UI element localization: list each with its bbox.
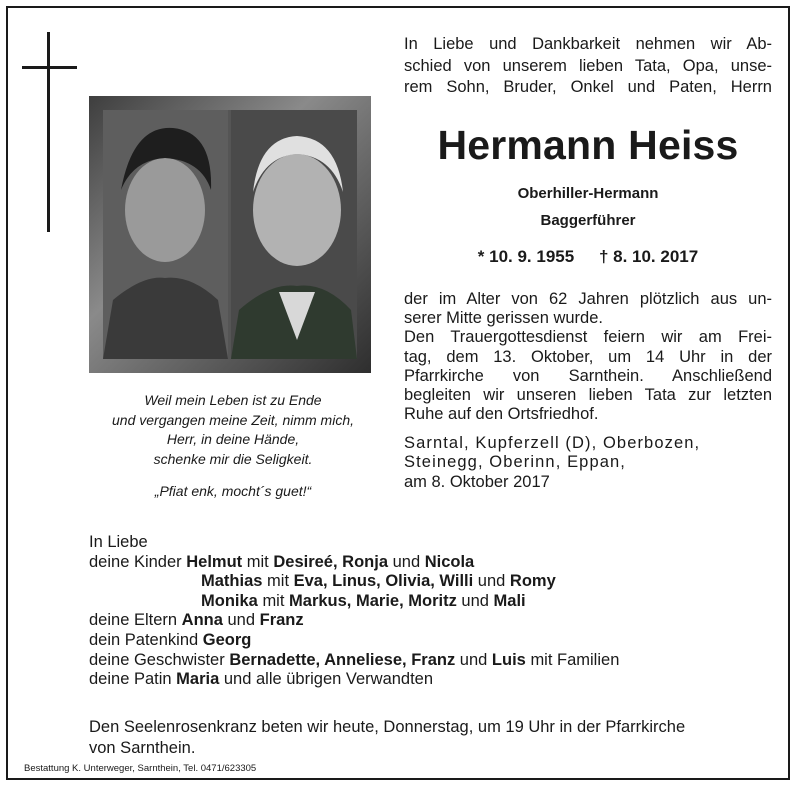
quote-line: Weil mein Leben ist zu Ende bbox=[144, 392, 322, 408]
deceased-occupation: Baggerführer bbox=[540, 212, 636, 229]
body-line: begleiten wir unseren lieben Tata zur letzten bbox=[404, 386, 772, 405]
grandchildren-names: Desireé, Ronja bbox=[273, 552, 388, 571]
notice-date: am 8. Oktober 2017 bbox=[404, 472, 550, 491]
cross-horizontal-bar bbox=[22, 66, 77, 69]
body-line: serer Mitte gerissen wurde. bbox=[404, 309, 603, 328]
family-parents-line bbox=[89, 611, 779, 631]
sibling-names: Bernadette, Anneliese, Franz bbox=[229, 650, 456, 669]
farewell-quote: „Pfiat enk, mocht´s guet!“ bbox=[154, 483, 312, 499]
godmother-prefix: deine Patin bbox=[89, 670, 172, 689]
body-line: der im Alter von 62 Jahren plötzlich aus un- bbox=[404, 290, 772, 308]
intro-line: schied von unserem lieben Tata, Opa, unse- bbox=[404, 56, 772, 75]
child-name: Monika bbox=[201, 591, 258, 610]
connector-mit: mit bbox=[246, 552, 269, 571]
intro-text bbox=[404, 34, 772, 99]
family-godchild-line bbox=[89, 631, 779, 651]
rosary-line: von Sarnthein. bbox=[89, 739, 196, 757]
grandchild-name: Nicola bbox=[424, 552, 475, 571]
rosary-line: Den Seelenrosenkranz beten wir heute, Donnerstag, um 19 Uhr in der Pfarrkirche bbox=[89, 718, 686, 736]
funeral-home-credit: Bestattung K. Unterweger, Sarnthein, Tel. 0471/623305 bbox=[24, 763, 257, 774]
family-godmother-line bbox=[89, 670, 779, 690]
intro-line: rem Sohn, Bruder, Onkel und Paten, Herrn bbox=[404, 78, 772, 96]
connector-mit: mit bbox=[262, 591, 285, 610]
grandchild-name: Mali bbox=[493, 591, 526, 610]
family-list bbox=[89, 533, 779, 690]
places-line: Sarntal, Kupferzell (D), Oberbozen, bbox=[404, 434, 701, 452]
siblings-suffix: mit Familien bbox=[530, 650, 620, 669]
places-line: Steinegg, Oberinn, Eppan, bbox=[404, 453, 626, 472]
grandchildren-names: Markus, Marie, Moritz bbox=[289, 591, 457, 610]
life-dates bbox=[404, 247, 772, 267]
connector-und: und bbox=[392, 552, 421, 571]
body-line: Den Trauergottesdienst feiern wir am Frei- bbox=[404, 328, 772, 347]
portrait-photo-frame bbox=[89, 96, 371, 373]
parent-name: Anna bbox=[181, 611, 223, 630]
funeral-announcement-text bbox=[404, 290, 772, 424]
quote-line: und vergangen meine Zeit, nimm mich, bbox=[112, 411, 354, 428]
siblings-prefix: deine Geschwister bbox=[89, 650, 225, 669]
godchild-name: Georg bbox=[202, 630, 252, 649]
connector-und: und bbox=[461, 591, 489, 610]
child-name: Helmut bbox=[186, 552, 243, 571]
godmother-name: Maria bbox=[176, 670, 220, 689]
connector-und: und bbox=[227, 611, 256, 630]
rosary-notice bbox=[89, 717, 779, 759]
death-date: † 8. 10. 2017 bbox=[598, 247, 699, 266]
parents-prefix: deine Eltern bbox=[89, 611, 178, 630]
family-children-line bbox=[89, 553, 779, 573]
children-prefix: deine Kinder bbox=[89, 552, 182, 571]
deceased-nickname: Oberhiller-Hermann bbox=[517, 185, 659, 202]
parent-name: Franz bbox=[259, 611, 304, 630]
connector-mit: mit bbox=[267, 572, 290, 591]
quote-line: schenke mir die Seligkeit. bbox=[153, 450, 313, 467]
birth-date: * 10. 9. 1955 bbox=[477, 247, 575, 266]
family-siblings-line bbox=[89, 651, 779, 671]
connector-und: und bbox=[459, 650, 488, 669]
portrait-photos bbox=[103, 110, 357, 359]
elderly-portrait-photo bbox=[231, 110, 357, 359]
body-line: Pfarrkirche von Sarnthein. Anschließend bbox=[404, 366, 772, 385]
places-and-date bbox=[404, 434, 772, 492]
in-liebe-label: In Liebe bbox=[89, 533, 148, 551]
godmother-suffix: und alle übrigen Verwandten bbox=[223, 670, 434, 689]
body-line: Ruhe auf den Ortsfriedhof. bbox=[404, 405, 599, 424]
sibling-name: Luis bbox=[491, 650, 526, 669]
family-children-line bbox=[89, 592, 779, 612]
cross-vertical-bar bbox=[47, 32, 50, 232]
body-line: tag, dem 13. Oktober, um 14 Uhr in der bbox=[404, 347, 772, 366]
grandchildren-names: Eva, Linus, Olivia, Willi bbox=[293, 572, 474, 591]
grandchild-name: Romy bbox=[509, 572, 556, 591]
intro-line: In Liebe und Dankbarkeit nehmen wir Ab- bbox=[404, 35, 772, 53]
deceased-name: Hermann Heiss bbox=[437, 122, 739, 168]
quote-line: Herr, in deine Hände, bbox=[166, 431, 300, 447]
connector-und: und bbox=[477, 572, 506, 591]
young-portrait-photo bbox=[103, 110, 228, 359]
quote-block bbox=[88, 391, 378, 502]
family-children-line bbox=[89, 572, 779, 592]
child-name: Mathias bbox=[201, 572, 263, 591]
godchild-prefix: dein Patenkind bbox=[89, 630, 199, 649]
